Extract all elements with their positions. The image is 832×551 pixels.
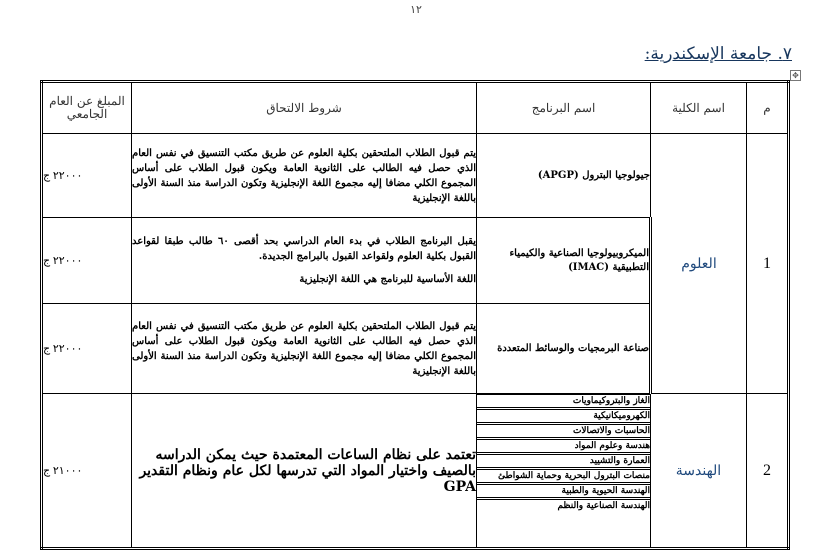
condition-text: يتم قبول الطلاب الملتحقين بكلية العلوم عن طريق مكتب التنسيق في نفس العام الذي حصل فيه الطالب على الثانوية العامة ويكون قبول الطلاب على أساس المجموع الكلي مضافا إليه مجموع اللغة الإنجليزية وتكون الدراسة منذ السنة الأولى باللغة الإنجليزية: [132, 320, 476, 377]
engineering-program-list: [477, 394, 650, 512]
list-item: الكهروميكانيكية: [477, 409, 650, 424]
header-amount: المبلغ عن العام الجامعي: [42, 82, 132, 134]
list-item: هندسة وعلوم المواد: [477, 439, 650, 454]
condition-text: يقبل البرنامج الطلاب في بدء العام الدراسي بحد أقصى ٦٠ طالب طبقا لقواعد القبول بكلية العلوم ولقواعد القبول بالبرامج الجديدة.: [132, 236, 476, 262]
list-item: الحاسبات والاتصالات: [477, 424, 650, 439]
list-item: منصات البترول البحرية وحماية الشواطئ: [477, 469, 650, 484]
program-conditions: [132, 218, 477, 304]
college-name: العلوم: [651, 134, 747, 394]
table-header-row: [42, 82, 789, 134]
condition-text: اللغة الأساسية للبرنامج هي اللغة الإنجليزية: [299, 274, 476, 285]
program-name: الميكروبيولوجيا الصناعية والكيمياء التطبيقية (IMAC): [477, 218, 651, 304]
program-amount: ٢٢٠٠٠ ج: [42, 218, 132, 304]
program-conditions: تعتمد على نظام الساعات المعتمدة حيث يمكن الدراسه بالصيف واختيار المواد التي تدرسها لكل عام ونظام التقدير GPA: [132, 394, 477, 549]
header-program: اسم البرنامج: [477, 82, 651, 134]
college-name: الهندسة: [651, 394, 747, 549]
section-heading: ٧. جامعة الإسكندرية:: [644, 44, 792, 64]
header-index: م: [747, 82, 789, 134]
table-move-handle-icon[interactable]: ✥: [790, 70, 801, 81]
program-conditions: [132, 134, 477, 218]
list-item: العمارة والتشييد: [477, 454, 650, 469]
program-amount: ٢٢٠٠٠ ج: [42, 134, 132, 218]
program-amount: ٢٢٠٠٠ ج: [42, 304, 132, 394]
programs-table: [40, 80, 790, 550]
program-amount: ٢١٠٠٠ ج: [42, 394, 132, 549]
header-college: اسم الكلية: [651, 82, 747, 134]
row-index: 1: [747, 134, 789, 394]
condition-text: يتم قبول الطلاب الملتحقين بكلية العلوم عن طريق مكتب التنسيق في نفس العام الذي حصل فيه الطالب على الثانوية العامة ويكون قبول الطلاب على أساس المجموع الكلي مضافا إليه مجموع اللغة الإنجليزية وتكون الدراسة منذ السنة الأولى باللغة الإنجليزية: [132, 147, 476, 204]
list-item: الهندسة الصناعية والنظم: [477, 499, 650, 513]
program-name: صناعة البرمجيات والوسائط المتعددة: [477, 304, 651, 394]
page-number: ١٢: [410, 3, 422, 16]
table-row: [42, 134, 789, 218]
list-item: الغاز والبتروكيماويات: [477, 395, 650, 409]
program-name: جيولوجيا البترول (APGP): [477, 134, 651, 218]
list-item: الهندسة الحيوية والطبية: [477, 484, 650, 499]
row-index: 2: [747, 394, 789, 549]
program-conditions: [132, 304, 477, 394]
table-row: [42, 394, 789, 549]
header-conditions: شروط الالتحاق: [132, 82, 477, 134]
engineering-programs: [477, 394, 651, 549]
